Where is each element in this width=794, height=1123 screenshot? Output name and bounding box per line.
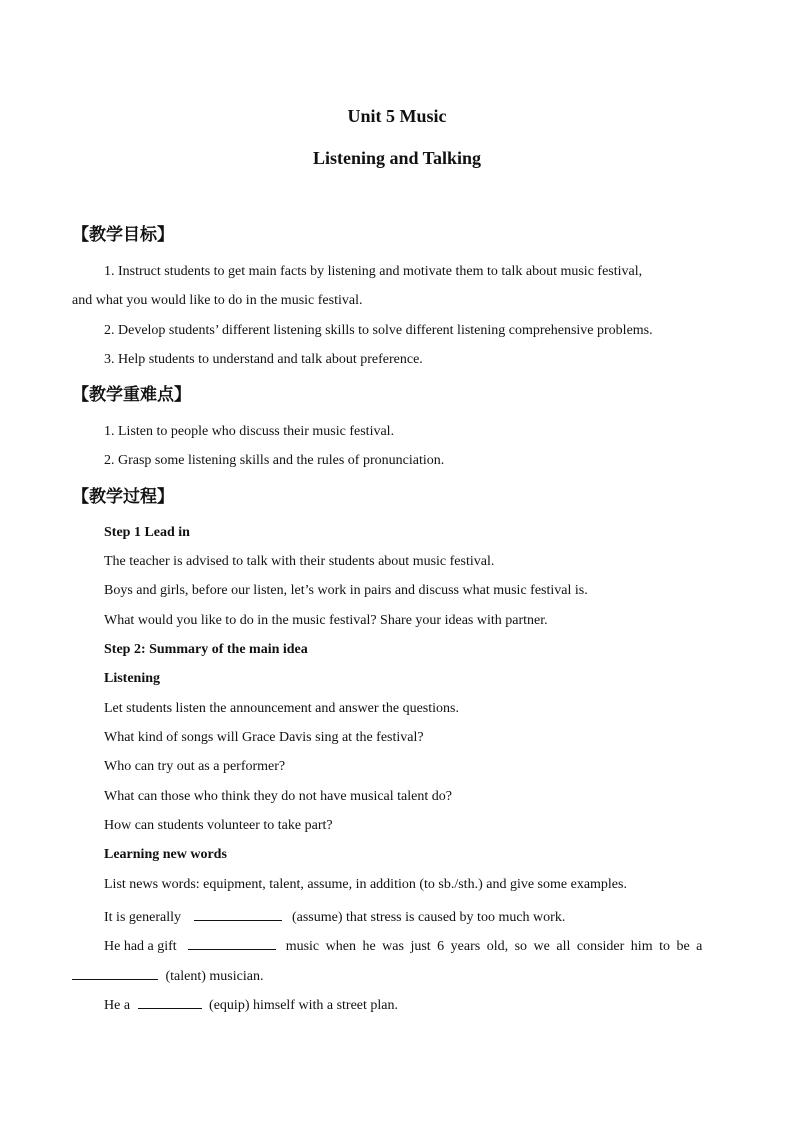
new-words-title: Learning new words	[104, 847, 227, 862]
listening-question-4: How can students volunteer to take part?	[104, 818, 333, 833]
exercise-1-blank	[194, 906, 282, 921]
exercise-1-prefix: It is generally	[104, 910, 181, 925]
key-point-1: 1. Listen to people who discuss their music festival.	[104, 424, 395, 439]
exercise-3-blank	[138, 994, 202, 1009]
key-point-2: 2. Grasp some listening skills and the rules of pronunciation.	[104, 453, 445, 468]
listening-line-1: Let students listen the announcement and answer the questions.	[104, 701, 459, 716]
objective-3: 3. Help students to understand and talk about preference.	[104, 352, 423, 367]
exercise-1	[104, 906, 565, 926]
objective-2: 2. Develop students’ different listening skills to solve different listening comprehensive problems.	[104, 323, 653, 338]
document-subtitle: Listening and Talking	[312, 148, 482, 168]
exercise-3-suffix: (equip) himself with a street plan.	[209, 998, 398, 1013]
section-heading-objectives: 【教学目标】	[72, 225, 174, 245]
objective-1-text-a: 1. Instruct students to get main facts by listening and motivate them to talk about music festival,	[104, 264, 643, 279]
step1-line-1: The teacher is advised to talk with their students about music festival.	[104, 554, 495, 569]
exercise-2-blank-b	[72, 965, 158, 980]
exercise-2-line-a	[104, 935, 702, 955]
objective-1-line-b: and what you would like to do in the music festival.	[72, 293, 363, 308]
exercise-2-suffix-b: (talent) musician.	[165, 969, 264, 984]
step1-line-3: What would you like to do in the music festival? Share your ideas with partner.	[104, 613, 548, 628]
exercise-2-prefix: He had a gift	[104, 939, 177, 954]
exercise-3	[104, 994, 398, 1014]
exercise-2-suffix: music when he was just 6 years old, so we all consider him to be a	[285, 939, 703, 954]
section-heading-process: 【教学过程】	[72, 487, 174, 507]
step1-title: Step 1 Lead in	[104, 525, 190, 540]
listening-title: Listening	[104, 671, 161, 686]
step1-line-2: Boys and girls, before our listen, let’s work in pairs and discuss what music festival is.	[104, 583, 588, 598]
exercise-3-prefix: He a	[104, 998, 131, 1013]
document-title: Unit 5 Music	[347, 106, 447, 126]
step2-title: Step 2: Summary of the main idea	[104, 642, 308, 657]
listening-question-2: Who can try out as a performer?	[104, 759, 286, 774]
new-words-list: List news words: equipment, talent, assume, in addition (to sb./sth.) and give some examples.	[104, 877, 627, 892]
exercise-2-line-b	[72, 965, 263, 985]
section-heading-key-points: 【教学重难点】	[72, 385, 191, 405]
listening-question-3: What can those who think they do not have musical talent do?	[104, 789, 452, 804]
objective-1-line-a	[104, 264, 718, 280]
exercise-1-suffix: (assume) that stress is caused by too much work.	[291, 910, 566, 925]
listening-question-1: What kind of songs will Grace Davis sing at the festival?	[104, 730, 424, 745]
exercise-2-blank-a	[188, 935, 276, 950]
